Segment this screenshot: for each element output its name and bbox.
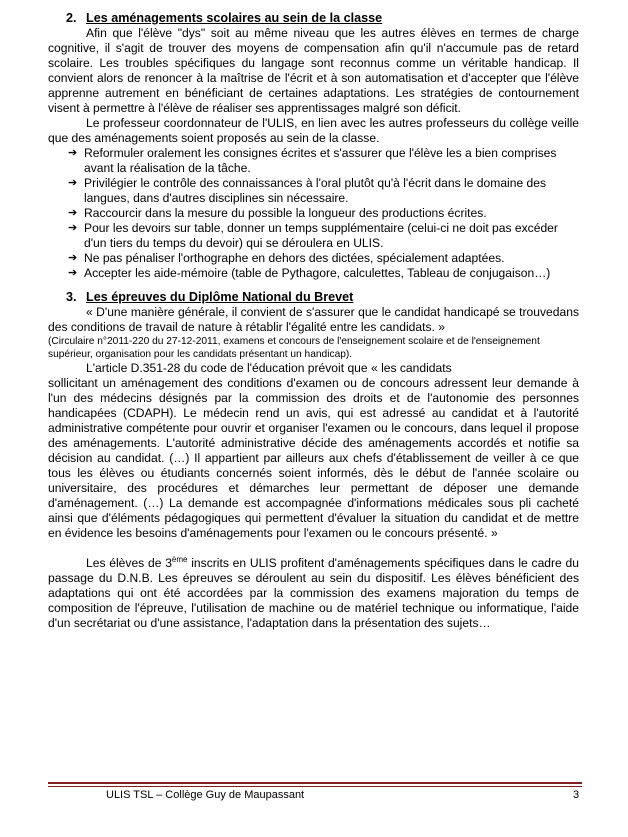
list-item-text: Reformuler oralement les consignes écrites et s'assurer que l'élève les a bien comprises avant la réalisation de la tâche.: [84, 146, 557, 175]
quote-paragraph: « D'une manière générale, il convient de s'assurer que le candidat handicapé se trouvedans des conditions de travail de nature à rétablir l'égalité entre les candidats. »: [48, 305, 579, 334]
arrow-right-icon: ➔: [68, 252, 78, 264]
adaptation-list: [48, 146, 579, 281]
section-2-number: 2.: [66, 11, 77, 25]
arrow-right-icon: ➔: [68, 207, 78, 219]
article-body: sollicitant un aménagement des conditions d'examen ou de concours adressent leur demande à l'un des médecins désignés par la commission des droits et de l'autonomie des personnes handicapées (CDAPH). Le médecin rend un avis, qui est adressé au candidat et à l'autorité administrative compétente pour ouvrir et organiser l'examen ou le concours, dans lequel il propose des aménagements. L'autorité administrative décide des aménagements accordés et notifie sa décision au candidat. (…) Il appartient par ailleurs aux chefs d'établissement de veiller à ce que tous les élèves ou étudiants concernés soient informés, dès le début de l'année scolaire ou universitaire, des procédures et démarches leur permettant de déposer une demande d'aménagement. (…) La demande est accompagnée d'informations médicales sous pli cacheté ainsi que d'éléments pédagogiques qui permettent d'évaluer la situation du candidat et de mettre en évidence les besoins d'aménagements pour l'examen ou le concours présenté. »: [48, 376, 579, 540]
section-2-paragraph-2: Le professeur coordonnateur de l'ULIS, en lien avec les autres professeurs du collège veille que des aménagements soient proposés au sein de la classe.: [48, 116, 579, 145]
section-3-heading: [48, 289, 579, 305]
arrow-right-icon: ➔: [68, 267, 78, 279]
final-paragraph: [48, 556, 579, 631]
final-paragraph-start: Les élèves de 3: [86, 556, 172, 570]
ordinal-superscript: ème: [171, 554, 188, 564]
list-item-text: Privilégier le contrôle des connaissances à l'oral plutôt qu'à l'écrit dans le domaine des langues, dans d'autres disciplines sin nécessaire.: [84, 176, 547, 205]
list-item: [48, 251, 579, 266]
arrow-right-icon: ➔: [68, 222, 78, 234]
list-item-text: Pour les devoirs sur table, donner un temps supplémentaire (celui-ci ne doit pas excéder d'un tiers du temps du devoir) qui se déroulera en ULIS.: [84, 221, 558, 250]
section-3-number: 3.: [66, 290, 77, 304]
section-3-title: Les épreuves du Diplôme National du Brevet: [86, 290, 354, 304]
circulaire-reference: (Circulaire n°2011-220 du 27-12-2011, examens et concours de l'enseignement scolaire et de l'enseignement supérieur, organisation pour les candidats présentant un handicap).: [48, 336, 540, 360]
footer-rule-thin: [48, 786, 582, 787]
arrow-right-icon: ➔: [68, 177, 78, 189]
list-item-text: Ne pas pénaliser l'orthographe en dehors des dictées, spécialement adaptées.: [84, 251, 505, 265]
final-paragraph-rest: inscrits en ULIS profitent d'aménagements spécifiques dans le cadre du passage du D.N.B. Les épreuves se déroulent au sein du dispositif. Les élèves bénéficient des adaptations qui ont été accordées par la commission des examens majoration du temps de composition de l'épreuve, l'utilisation de machine ou de matériel technique ou informatique, l'aide d'un secrétariat ou d'une assistance, l'adaptation dans la présentation des sujets…: [48, 556, 579, 630]
article-intro: L'article D.351-28 du code de l'éducation prévoit que « les candidats: [86, 361, 452, 375]
list-item-text: Accepter les aide-mémoire (table de Pythagore, calculettes, Tableau de conjugaison…): [84, 266, 551, 280]
list-item: [48, 176, 579, 206]
section-2-paragraph-1: Afin que l'élève "dys" soit au même niveau que les autres élèves en termes de charge cognitive, il s'agit de trouver des moyens de compensation afin qu'il n'accumule pas de retard scolaire. Les troubles spécifiques du langage sont reconnus comme un véritable handicap. Il convient alors de renoncer à la maîtrise de l'écrit et à son automatisation et d'accepter que l'élève apprenne autrement en bénéficiant de certaines adaptations. Les stratégies de contournement visent à permettre à l'élève de réaliser ses apprentissages malgré son déficit.: [48, 26, 579, 115]
footer-rule: [48, 782, 582, 784]
section-2-heading: [48, 10, 579, 26]
list-item: [48, 221, 579, 251]
page-number: 3: [573, 789, 580, 801]
footer-text: ULIS TSL – Collège Guy de Maupassant: [106, 789, 305, 801]
page-content: [48, 10, 579, 631]
spacer: [48, 541, 579, 556]
arrow-right-icon: ➔: [68, 147, 78, 159]
list-item: [48, 206, 579, 221]
list-item: [48, 146, 579, 176]
list-item-text: Raccourcir dans la mesure du possible la longueur des productions écrites.: [84, 206, 487, 220]
section-2-title: Les aménagements scolaires au sein de la classe: [86, 11, 383, 25]
list-item: [48, 266, 579, 281]
